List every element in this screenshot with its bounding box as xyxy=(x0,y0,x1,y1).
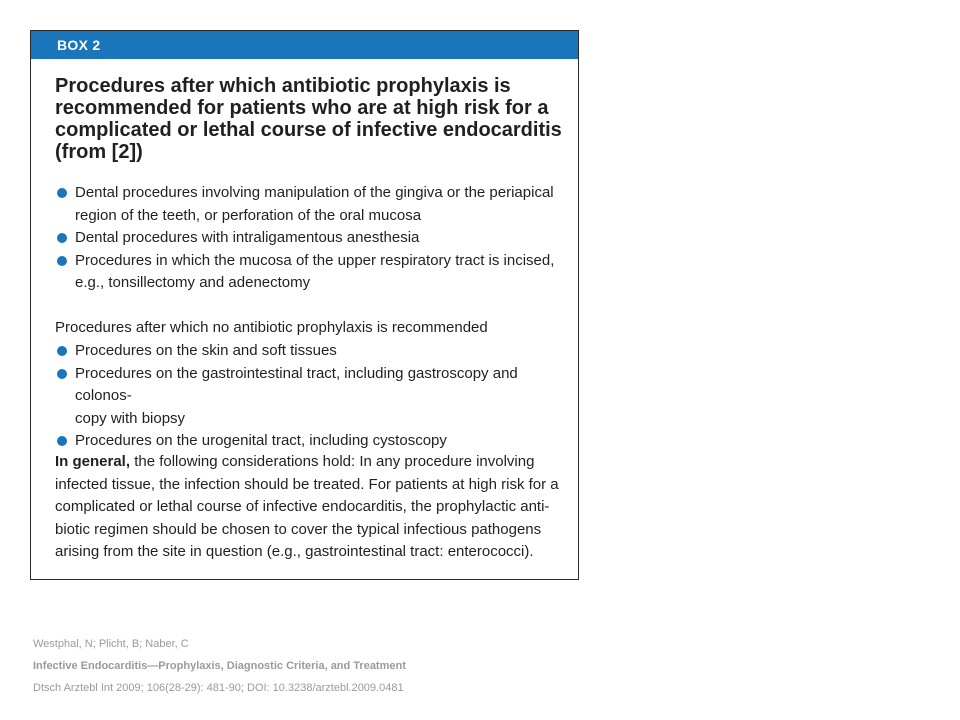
bullet-icon xyxy=(57,256,67,266)
general-line: biotic regimen should be chosen to cover the typical infectious pathogens xyxy=(55,520,542,538)
info-box xyxy=(30,30,579,580)
bullet-icon xyxy=(57,369,67,379)
item-line: Dental procedures with intraligamentous anesthesia xyxy=(75,229,420,246)
general-line: the following considerations hold: In any procedure involving xyxy=(130,453,535,470)
list-item xyxy=(55,227,560,250)
item-line: Procedures on the urogenital tract, including cystoscopy xyxy=(75,432,447,449)
item-line: Dental procedures involving manipulation of the gingiva or the periapical xyxy=(75,184,554,201)
box-label: BOX 2 xyxy=(31,31,578,59)
recommended-list xyxy=(55,182,560,295)
bullet-icon xyxy=(57,188,67,198)
general-paragraph xyxy=(55,451,560,564)
general-line: complicated or lethal course of infective endocarditis, the prophylactic anti- xyxy=(55,498,550,515)
item-line: copy with biopsy xyxy=(75,409,186,427)
list-item xyxy=(55,250,560,295)
item-line: Procedures on the skin and soft tissues xyxy=(75,342,337,359)
bullet-icon xyxy=(57,233,67,243)
list-item xyxy=(55,430,560,453)
list-item xyxy=(55,363,560,431)
bullet-icon xyxy=(57,346,67,356)
general-line: arising from the site in question (e.g., gastrointestinal tract: enterococci). xyxy=(55,543,534,560)
general-lead: In general, xyxy=(55,453,131,470)
general-line: infected tissue, the infection should be treated. For patients at high risk for a xyxy=(55,475,559,493)
list-item xyxy=(55,340,560,363)
citation xyxy=(33,633,406,699)
bullet-icon xyxy=(57,436,67,446)
list-item xyxy=(55,182,560,227)
box-title: Procedures after which antibiotic prophylaxis is recommended for patients who are at high risk for a complicated or lethal course of infective endocarditis (from [2]) xyxy=(55,75,562,163)
item-line: region of the teeth, or perforation of the oral mucosa xyxy=(75,206,422,224)
item-line: Procedures on the gastrointestinal tract, including gastroscopy and colonos- xyxy=(75,364,518,404)
citation-authors: Westphal, N; Plicht, B; Naber, C xyxy=(33,638,189,650)
citation-journal: Dtsch Arztebl Int 2009; 106(28-29): 481-90; DOI: 10.3238/arztebl.2009.0481 xyxy=(33,682,404,694)
citation-title: Infective Endocarditis—Prophylaxis, Diagnostic Criteria, and Treatment xyxy=(33,660,406,672)
item-line: Procedures in which the mucosa of the upper respiratory tract is incised, xyxy=(75,251,555,269)
not-recommended-heading: Procedures after which no antibiotic prophylaxis is recommended xyxy=(55,319,488,336)
not-recommended-list xyxy=(55,340,560,453)
item-line: e.g., tonsillectomy and adenectomy xyxy=(75,274,311,291)
